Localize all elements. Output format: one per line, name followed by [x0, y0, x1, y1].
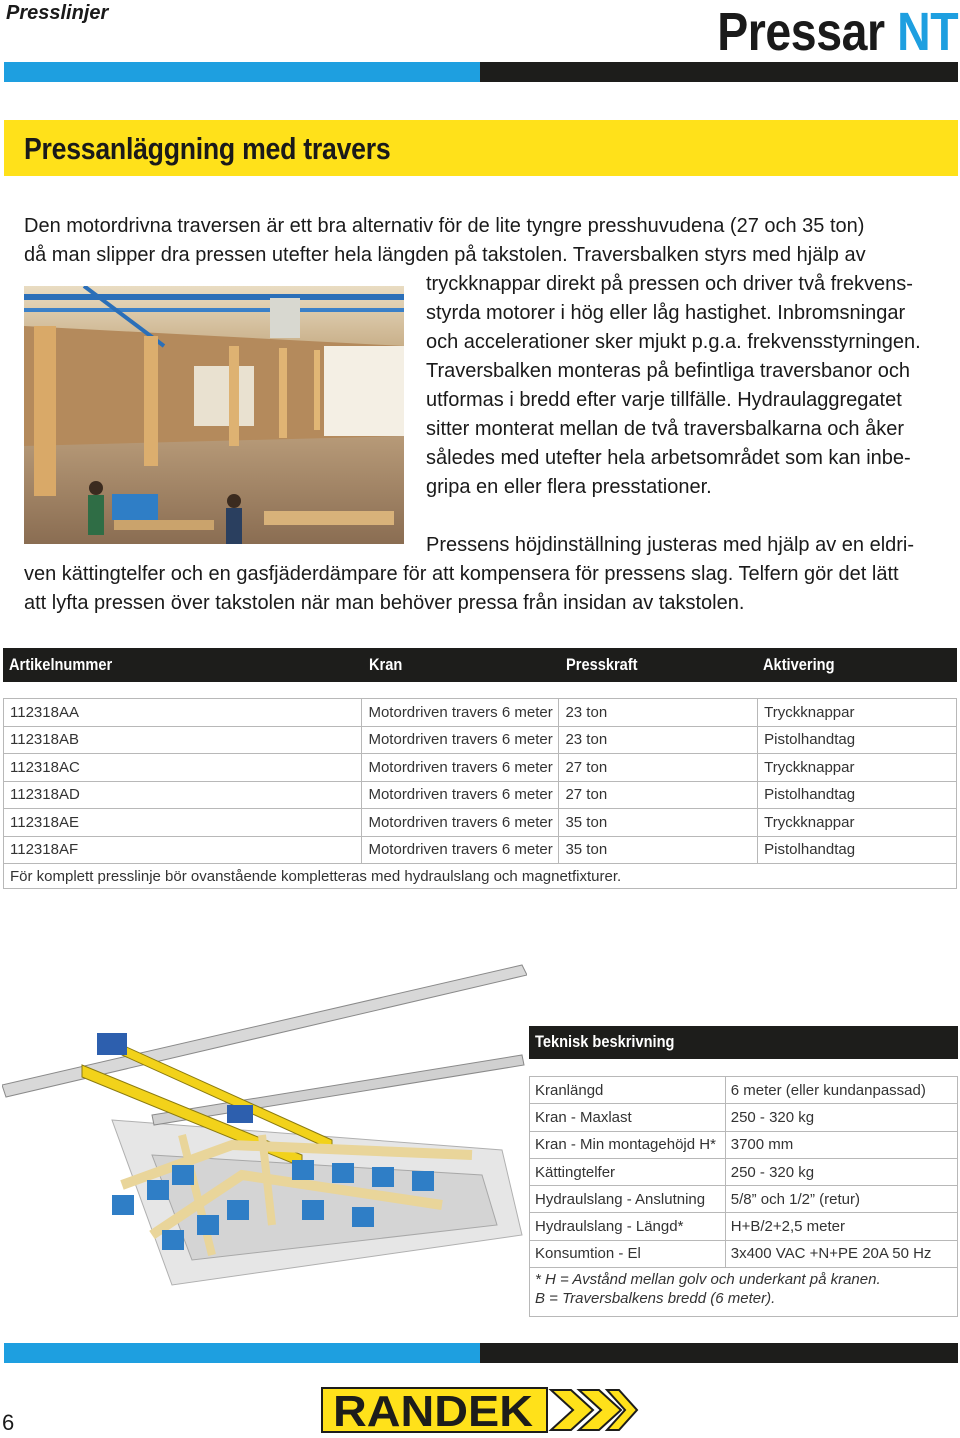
side-line: gripa en eller flera presstationer. — [426, 476, 712, 498]
table-cell: 27 ton — [559, 754, 758, 782]
table-cell: Motordriven travers 6 meter — [362, 699, 559, 727]
side-line: sitter monterat mellan de två traversbalkarna och åker — [426, 418, 904, 440]
table-cell: Motordriven travers 6 meter — [362, 781, 559, 809]
table-row — [4, 754, 957, 782]
spec-label: Kran - Min montagehöjd H* — [530, 1131, 726, 1158]
table-cell: 23 ton — [559, 726, 758, 754]
table-cell: Motordriven travers 6 meter — [362, 809, 559, 837]
product-table — [3, 698, 957, 889]
table-row — [4, 809, 957, 837]
randek-logo — [321, 1387, 639, 1433]
table-cell: 112318AE — [4, 809, 362, 837]
table-cell: 35 ton — [559, 809, 758, 837]
spec-note: B = Traversbalkens bredd (6 meter). — [535, 1290, 776, 1308]
table-cell: Tryckknappar — [758, 754, 957, 782]
intro-line: Den motordrivna traversen är ett bra alternativ för de lite tyngre presshuvudena (27 och 35 ton) — [24, 215, 865, 237]
spec-label: Kranlängd — [530, 1077, 726, 1104]
table-cell: Motordriven travers 6 meter — [362, 754, 559, 782]
body-line: Pressens höjdinställning justeras med hjälp av en eldri- — [426, 534, 915, 556]
spec-notes — [530, 1268, 958, 1317]
page-number: 6 — [2, 1410, 15, 1435]
table-cell: 35 ton — [559, 836, 758, 864]
product-table-header — [3, 648, 957, 682]
spec-value: 250 - 320 kg — [725, 1158, 957, 1185]
side-line: tryckknappar direkt på pressen och driver två frekvens- — [426, 273, 913, 295]
spec-value: 250 - 320 kg — [725, 1104, 957, 1131]
page-title-main: Pressar — [717, 2, 885, 62]
spec-value: H+B/2+2,5 meter — [725, 1213, 957, 1240]
column-header: Presskraft — [566, 655, 638, 674]
table-cell: Pistolhandtag — [758, 781, 957, 809]
body-line: att lyfta pressen över takstolen när man behöver pressa från insidan av takstolen. — [24, 592, 745, 614]
table-note-row — [4, 864, 957, 889]
table-row — [530, 1240, 958, 1267]
spec-notes-row — [530, 1268, 958, 1317]
table-row — [4, 836, 957, 864]
spec-table-header — [529, 1026, 958, 1059]
table-row — [530, 1104, 958, 1131]
table-row — [530, 1077, 958, 1104]
spec-label: Kran - Maxlast — [530, 1104, 726, 1131]
intro-line: då man slipper dra pressen utefter hela längden på takstolen. Traversbalken styrs med hjälp av — [24, 244, 866, 266]
table-cell: Motordriven travers 6 meter — [362, 836, 559, 864]
header-bar-blue — [4, 62, 480, 82]
side-line: och accelerationer sker mjukt p.g.a. frekvensstyrningen. — [426, 331, 921, 353]
table-note: För komplett presslinje bör ovanstående kompletteras med hydraulslang och magnetfixturer. — [4, 864, 957, 889]
table-cell: Tryckknappar — [758, 699, 957, 727]
table-cell: 112318AA — [4, 699, 362, 727]
section-label: Presslinjer — [6, 2, 109, 24]
table-cell: Pistolhandtag — [758, 726, 957, 754]
table-row — [530, 1213, 958, 1240]
table-row — [530, 1186, 958, 1213]
logo-text: RANDEK — [333, 1387, 534, 1433]
body-line: ven kättingtelfer och en gasfjäderdämpare för att kompensera för pressens slag. Telfern gör det lätt — [24, 563, 899, 585]
table-cell: 112318AD — [4, 781, 362, 809]
column-header: Aktivering — [763, 655, 835, 674]
table-cell: Motordriven travers 6 meter — [362, 726, 559, 754]
table-cell: Tryckknappar — [758, 809, 957, 837]
side-line: Traversbalken monteras på befintliga traversbanor och — [426, 360, 910, 382]
table-row — [530, 1158, 958, 1185]
spec-value: 5/8” och 1/2” (retur) — [725, 1186, 957, 1213]
spec-label: Hydraulslang - Längd* — [530, 1213, 726, 1240]
crane-drawing — [2, 935, 527, 1330]
side-line: styrda motorer i hög eller låg hastighet. Inbromsningar — [426, 302, 906, 324]
table-row — [530, 1131, 958, 1158]
section-banner — [4, 120, 958, 176]
footer-bar-blue — [4, 1343, 480, 1363]
spec-heading: Teknisk beskrivning — [535, 1032, 675, 1051]
table-row — [4, 699, 957, 727]
spec-label: Hydraulslang - Anslutning — [530, 1186, 726, 1213]
footer-bar-black — [480, 1343, 958, 1363]
page-title — [717, 2, 958, 62]
column-header: Kran — [369, 655, 403, 674]
table-cell: 27 ton — [559, 781, 758, 809]
spec-value: 3x400 VAC +N+PE 20A 50 Hz — [725, 1240, 957, 1267]
table-row — [4, 781, 957, 809]
side-line: således med utefter hela arbetsområdet som kan inbe- — [426, 447, 911, 469]
workshop-photo — [24, 286, 404, 544]
table-row — [4, 726, 957, 754]
spec-value: 6 meter (eller kundanpassad) — [725, 1077, 957, 1104]
table-cell: Pistolhandtag — [758, 836, 957, 864]
side-line: utformas i bredd efter varje tillfälle. Hydraulaggregatet — [426, 389, 902, 411]
table-cell: 112318AB — [4, 726, 362, 754]
spec-value: 3700 mm — [725, 1131, 957, 1158]
spec-note: * H = Avstånd mellan golv och underkant på kranen. — [535, 1271, 881, 1289]
table-cell: 23 ton — [559, 699, 758, 727]
spec-label: Konsumtion - El — [530, 1240, 726, 1267]
table-cell: 112318AF — [4, 836, 362, 864]
spec-label: Kättingtelfer — [530, 1158, 726, 1185]
column-header: Artikelnummer — [9, 655, 113, 674]
page-title-accent: NT — [896, 2, 958, 62]
section-heading: Pressanläggning med travers — [24, 131, 391, 166]
table-cell: 112318AC — [4, 754, 362, 782]
header-bar-black — [480, 62, 958, 82]
spec-table — [529, 1076, 958, 1317]
